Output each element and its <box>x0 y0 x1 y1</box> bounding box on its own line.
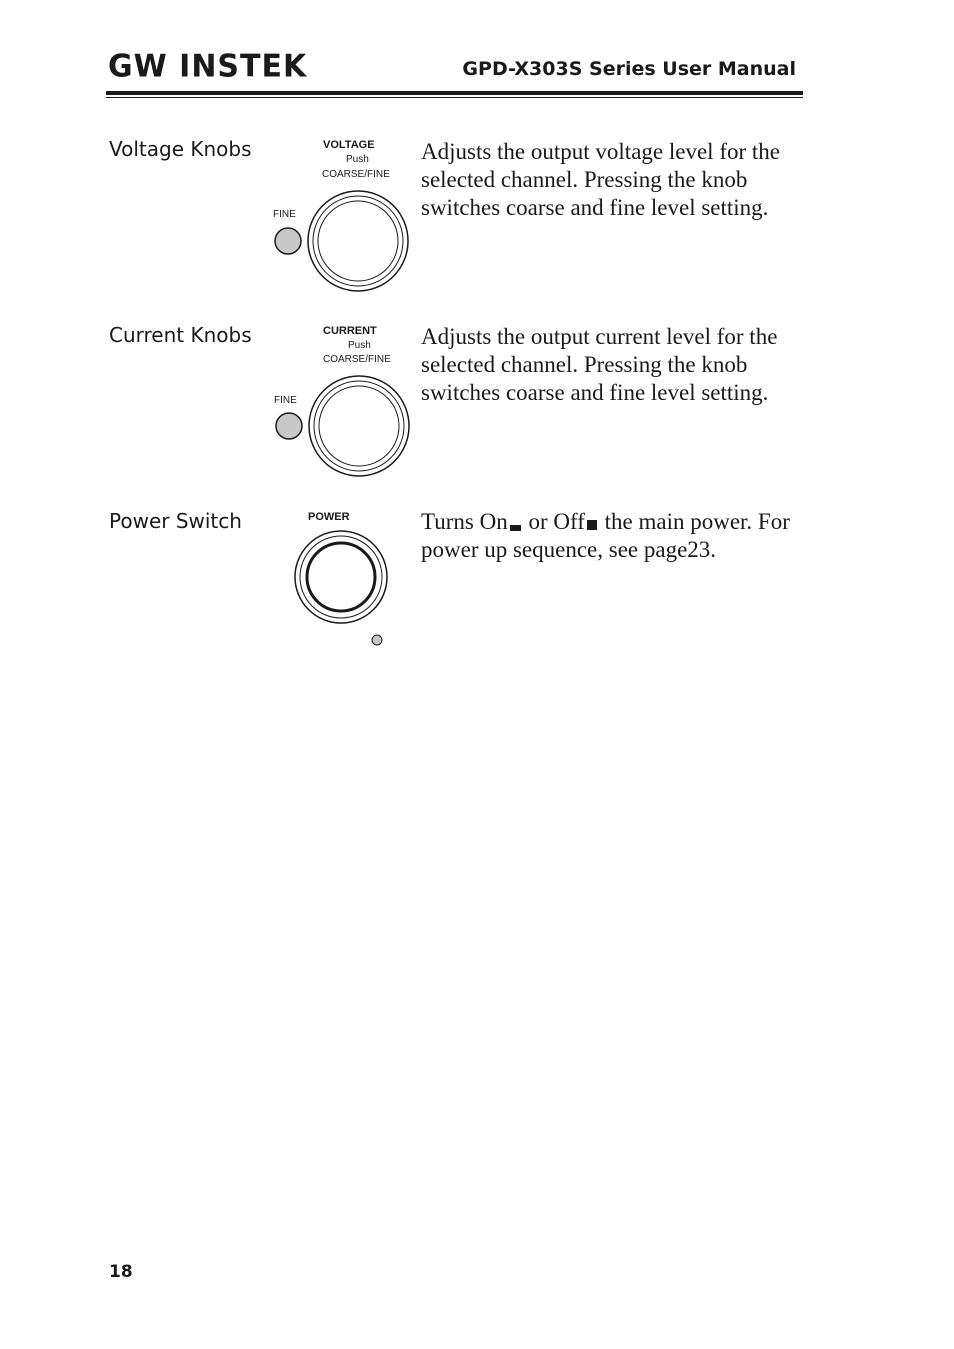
brand-logo: GW INSTEK <box>108 48 308 85</box>
voltage-knobs-description: Adjusts the output voltage level for the selected channel. Pressing the knob switches coarse and fine level setting. <box>421 139 780 220</box>
power-button[interactable] <box>295 531 387 623</box>
voltage-panel-name: VOLTAGE <box>323 139 375 151</box>
current-fine-label: FINE <box>274 395 297 406</box>
power-button-icon <box>292 508 392 650</box>
voltage-fine-label: FINE <box>273 209 296 220</box>
voltage-knob[interactable] <box>308 191 408 291</box>
voltage-knob-icon <box>268 136 418 296</box>
current-knobs-label: Current Knobs <box>109 323 252 347</box>
header-rule-thick <box>106 91 803 95</box>
power-desc-part1: Turns On <box>421 509 508 534</box>
current-panel-push: Push <box>348 340 371 351</box>
on-state-icon <box>510 525 521 531</box>
voltage-fine-button[interactable] <box>275 228 301 254</box>
power-switch-label: Power Switch <box>109 509 242 533</box>
current-fine-button[interactable] <box>276 413 302 439</box>
power-switch-description <box>421 508 811 564</box>
voltage-knobs-label: Voltage Knobs <box>109 137 252 161</box>
power-led-icon <box>372 635 382 645</box>
current-panel-name: CURRENT <box>323 325 377 337</box>
voltage-panel-push: Push <box>346 154 369 165</box>
current-panel-mode: COARSE/FINE <box>323 354 391 365</box>
power-desc-part2: or Off <box>522 509 585 534</box>
off-state-icon <box>587 520 597 530</box>
power-desc-part3: the main power. For power up sequence, see page23. <box>421 509 790 562</box>
header-rule-thin <box>106 97 803 98</box>
document-title: GPD-X303S Series User Manual <box>462 58 796 80</box>
voltage-panel-mode: COARSE/FINE <box>322 169 390 180</box>
page-number: 18 <box>109 1262 133 1282</box>
current-knobs-description: Adjusts the output current level for the selected channel. Pressing the knob switches coarse and fine level setting. <box>421 324 778 405</box>
current-knob-icon <box>268 322 418 482</box>
power-panel-name: POWER <box>308 511 350 523</box>
current-knob[interactable] <box>309 376 409 476</box>
